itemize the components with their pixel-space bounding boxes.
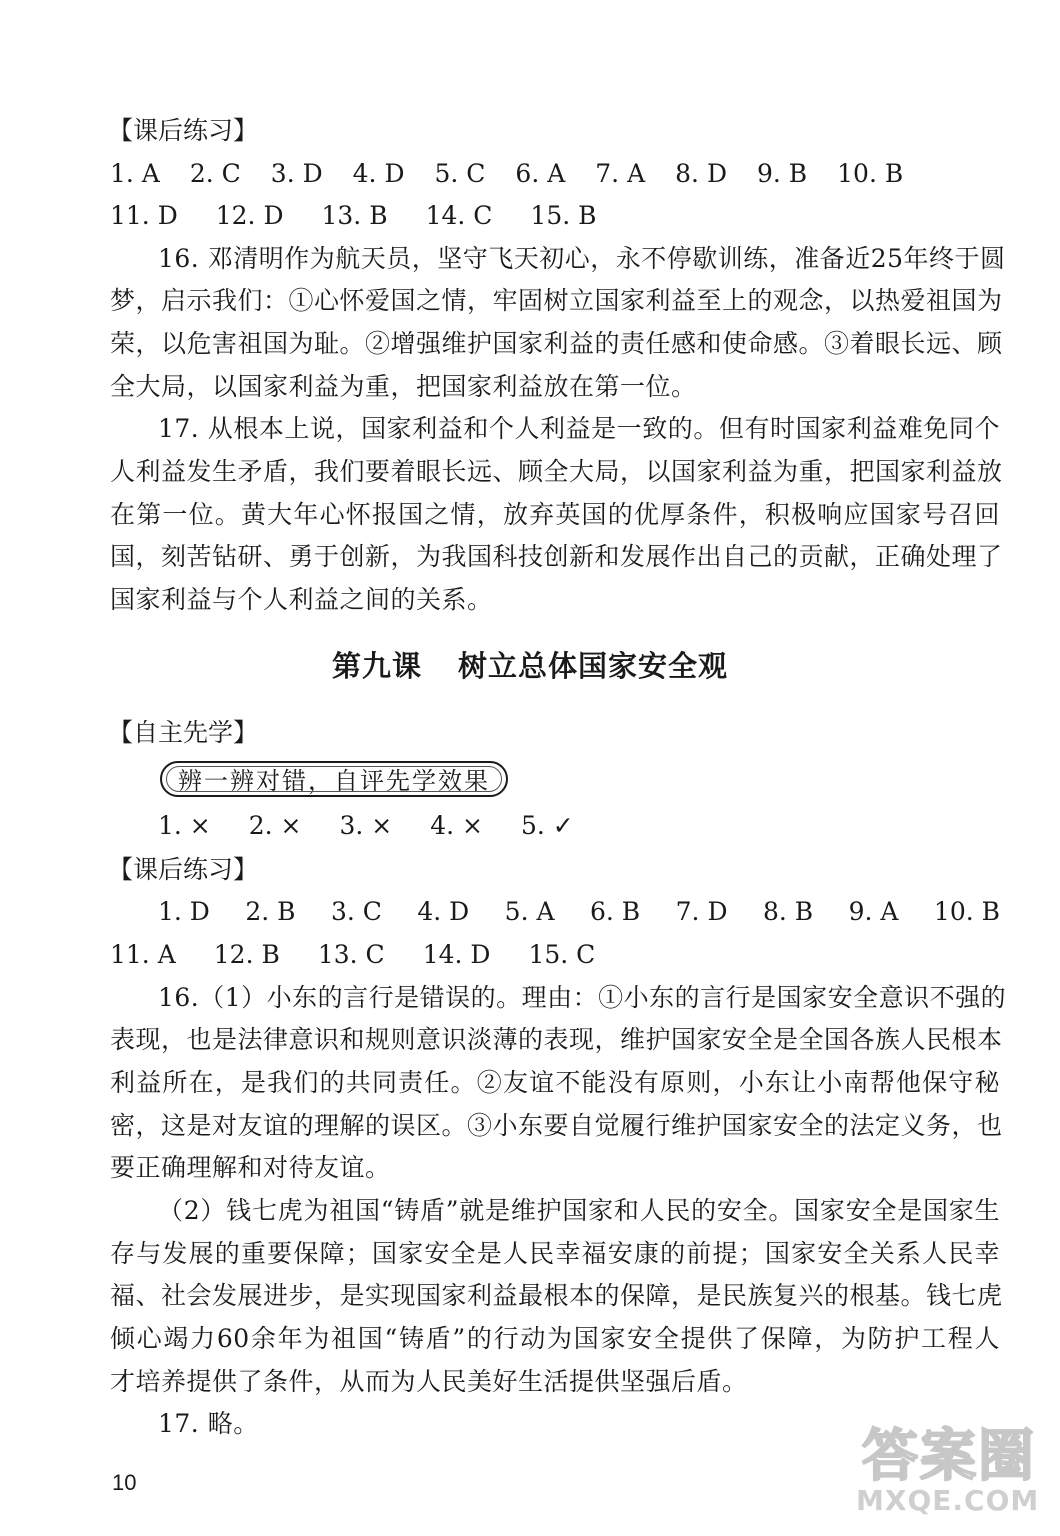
- answer-row: [110, 940, 1000, 970]
- paragraph-line: 16. 邓清明作为航天员，坚守飞天初心，永不停歇训练，准备近25年终于圆: [158, 244, 1006, 273]
- lesson-title: 树立总体国家安全观: [458, 649, 729, 683]
- answer-item: 11. A: [110, 940, 176, 969]
- chapter-title: [0, 648, 1060, 684]
- answer-row: [110, 159, 1000, 189]
- section-heading-self-study: 【自主先学】: [108, 718, 259, 747]
- answer-item: 10. B: [837, 159, 904, 188]
- paragraph-line: 密，这是对友谊的理解的误区。③小东要自觉履行维护国家安全的法定义务，也: [110, 1111, 1003, 1140]
- watermark-url: MXQE.COM: [856, 1484, 1040, 1517]
- paragraph-line: 才培养提供了条件，从而为人民美好生活提供坚强后盾。: [110, 1367, 748, 1396]
- answer-item: 2. ×: [248, 811, 302, 840]
- answer-item: 2. B: [245, 897, 296, 926]
- answer-item: 1. D: [158, 897, 210, 926]
- answer-item: 12. D: [215, 201, 284, 230]
- answer-row: [158, 897, 1000, 927]
- paragraph-line: 梦，启示我们：①心怀爱国之情，牢固树立国家利益至上的观念，以热爱祖国为: [110, 286, 1003, 315]
- answer-row: [158, 811, 1048, 841]
- page-number: 10: [112, 1470, 137, 1495]
- answer-item: 12. B: [213, 940, 280, 969]
- watermark-title: 答案圈: [862, 1424, 1036, 1489]
- answer-item: 9. A: [848, 897, 899, 926]
- paragraph-line: 16.（1）小东的言行是错误的。理由：①小东的言行是国家安全意识不强的: [158, 983, 1007, 1012]
- section-heading-exercises: 【课后练习】: [108, 116, 259, 145]
- answer-item: 14. D: [422, 940, 491, 969]
- paragraph-line: 人利益发生矛盾，我们要着眼长远、顾全大局，以国家利益为重，把国家利益放: [110, 457, 1003, 486]
- watermark-logo: [852, 1424, 1052, 1522]
- answer-item: 11. D: [110, 201, 178, 230]
- answer-row: [110, 201, 1000, 231]
- paragraph-line: 要正确理解和对待友谊。: [110, 1153, 391, 1182]
- answer-item: 6. B: [590, 897, 641, 926]
- paragraph-line: 存与发展的重要保障；国家安全是人民幸福安康的前提；国家安全关系人民幸: [110, 1239, 1000, 1268]
- answer-item: 4. D: [352, 159, 405, 188]
- answer-item: 3. D: [270, 159, 323, 188]
- answer-item: 5. ✓: [521, 811, 574, 840]
- answer-item: 13. B: [321, 201, 388, 230]
- answer-item: 10. B: [933, 897, 1000, 926]
- answer-item: 1. A: [110, 159, 160, 188]
- answer-item: 3. C: [330, 897, 382, 926]
- answer-item: 8. D: [675, 159, 727, 188]
- answer-item: 14. C: [425, 201, 493, 230]
- paragraph-line: 国家利益与个人利益之间的关系。: [110, 585, 493, 614]
- paragraph-line: （2）钱七虎为祖国“铸盾”就是维护国家和人民的安全。国家安全是国家生: [158, 1196, 1000, 1225]
- answer-item: 4. ×: [430, 811, 483, 840]
- paragraph-line: 表现，也是法律意识和规则意识淡薄的表现，维护国家安全是全国各族人民根本: [110, 1025, 1003, 1054]
- answer-item: 4. D: [417, 897, 470, 926]
- lesson-number: 第九课: [331, 649, 422, 683]
- answer-item: 5. A: [504, 897, 555, 926]
- paragraph-line: 国，刻苦钻研、勇于创新，为我国科技创新和发展作出自己的贡献，正确处理了: [110, 542, 1003, 571]
- answer-item: 8. B: [762, 897, 814, 926]
- answer-item: 7. D: [675, 897, 728, 926]
- answer-item: 15. B: [530, 201, 597, 230]
- self-check-badge: 辨一辨对错，自评先学效果: [160, 761, 508, 797]
- paragraph-line: 全大局，以国家利益为重，把国家利益放在第一位。: [110, 372, 697, 401]
- answer-item: 13. C: [317, 940, 385, 969]
- paragraph-line: 17. 略。: [158, 1409, 259, 1438]
- answer-item: 3. ×: [339, 811, 393, 840]
- paragraph-line: 在第一位。黄大年心怀报国之情，放弃英国的优厚条件，积极响应国家号召回: [110, 500, 1000, 529]
- answer-item: 1. ×: [158, 811, 211, 840]
- paragraph-line: 荣，以危害祖国为耻。②增强维护国家利益的责任感和使命感。③着眼长远、顾: [110, 329, 1003, 358]
- paragraph-line: 福、社会发展进步，是实现国家利益最根本的保障，是民族复兴的根基。钱七虎: [110, 1281, 1003, 1310]
- section-heading-exercises: 【课后练习】: [108, 855, 259, 884]
- answer-item: 7. A: [595, 159, 646, 188]
- answer-item: 15. C: [528, 940, 596, 969]
- paragraph-line: 利益所在，是我们的共同责任。②友谊不能没有原则，小东让小南帮他保守秘: [110, 1068, 1000, 1097]
- paragraph-line: 倾心竭力60余年为祖国“铸盾”的行动为国家安全提供了保障，为防护工程人: [110, 1324, 1000, 1353]
- answer-item: 2. C: [189, 159, 241, 188]
- answer-item: 5. C: [434, 159, 486, 188]
- answer-item: 6. A: [515, 159, 566, 188]
- paragraph-line: 17. 从根本上说，国家利益和个人利益是一致的。但有时国家利益难免同个: [158, 414, 1000, 443]
- answer-item: 9. B: [756, 159, 808, 188]
